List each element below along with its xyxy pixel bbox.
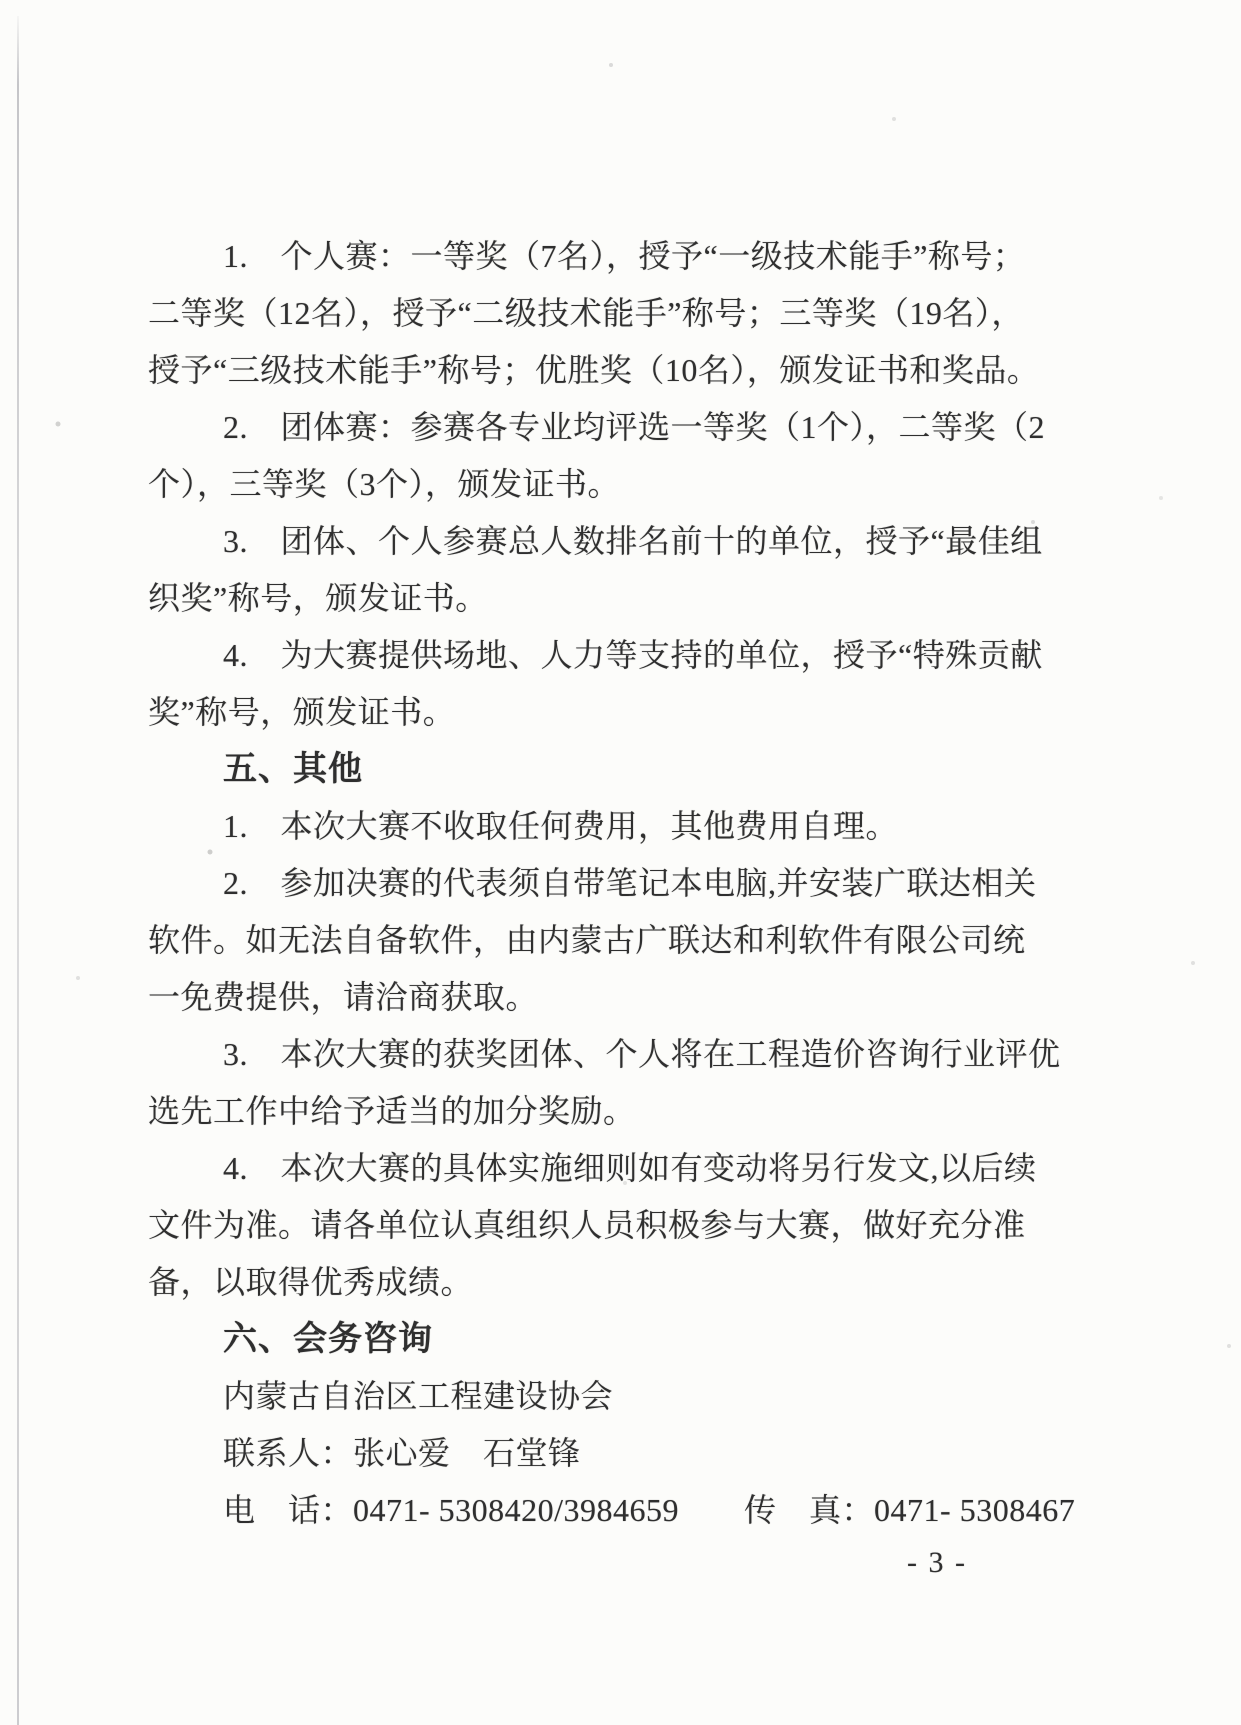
award-team-line-2: 个），三等奖（3个），颁发证书。: [148, 466, 621, 502]
scan-edge-artifact: [17, 16, 19, 1725]
contact-person-line: 联系人：张心爱 石堂锋: [223, 1435, 581, 1471]
document-body: [148, 228, 1076, 1587]
award-organization-line-2: 织奖”称号，颁发证书。: [148, 580, 488, 616]
other-item-1-line: 1. 本次大赛不收取任何费用，其他费用自理。: [223, 808, 899, 844]
scan-noise-specks: [0, 0, 2, 2]
contact-phone-fax-line: 电 话：0471- 5308420/3984659 传 真：0471- 5308467: [223, 1492, 1076, 1528]
award-team-line-1: 2. 团体赛：参赛各专业均评选一等奖（1个），二等奖（2: [223, 409, 1046, 445]
other-item-2-line-3: 一免费提供，请洽商获取。: [148, 979, 539, 1015]
award-special-line-2: 奖”称号，颁发证书。: [148, 694, 456, 730]
award-special-line-1: 4. 为大赛提供场地、人力等支持的单位，授予“特殊贡献: [223, 637, 1043, 673]
contact-organization-line: 内蒙古自治区工程建设协会: [223, 1378, 614, 1414]
other-item-2-line-1: 2. 参加决赛的代表须自带笔记本电脑,并安装广联达相关: [223, 865, 1037, 901]
award-organization-line-1: 3. 团体、个人参赛总人数排名前十的单位，授予“最佳组: [223, 523, 1043, 559]
section-heading-other: 五、其他: [223, 750, 363, 788]
award-individual-line-1: 1. 个人赛：一等奖（7名），授予“一级技术能手”称号；: [223, 238, 1026, 274]
other-item-3-line-1: 3. 本次大赛的获奖团体、个人将在工程造价咨询行业评优: [223, 1036, 1061, 1072]
other-item-3-line-2: 选先工作中给予适当的加分奖励。: [148, 1093, 636, 1129]
page-number: - 3 -: [907, 1546, 967, 1579]
other-item-4-line-3: 备，以取得优秀成绩。: [148, 1264, 474, 1300]
other-item-4-line-2: 文件为准。请各单位认真组织人员积极参与大赛，做好充分准: [148, 1207, 1026, 1243]
award-individual-line-2: 二等奖（12名），授予“二级技术能手”称号；三等奖（19名），: [148, 295, 1024, 331]
other-item-4-line-1: 4. 本次大赛的具体实施细则如有变动将另行发文,以后续: [223, 1150, 1037, 1186]
award-individual-line-3: 授予“三级技术能手”称号；优胜奖（10名），颁发证书和奖品。: [148, 352, 1040, 388]
section-heading-consultation: 六、会务咨询: [223, 1320, 433, 1358]
other-item-2-line-2: 软件。如无法自备软件，由内蒙古广联达和利软件有限公司统: [148, 922, 1026, 958]
